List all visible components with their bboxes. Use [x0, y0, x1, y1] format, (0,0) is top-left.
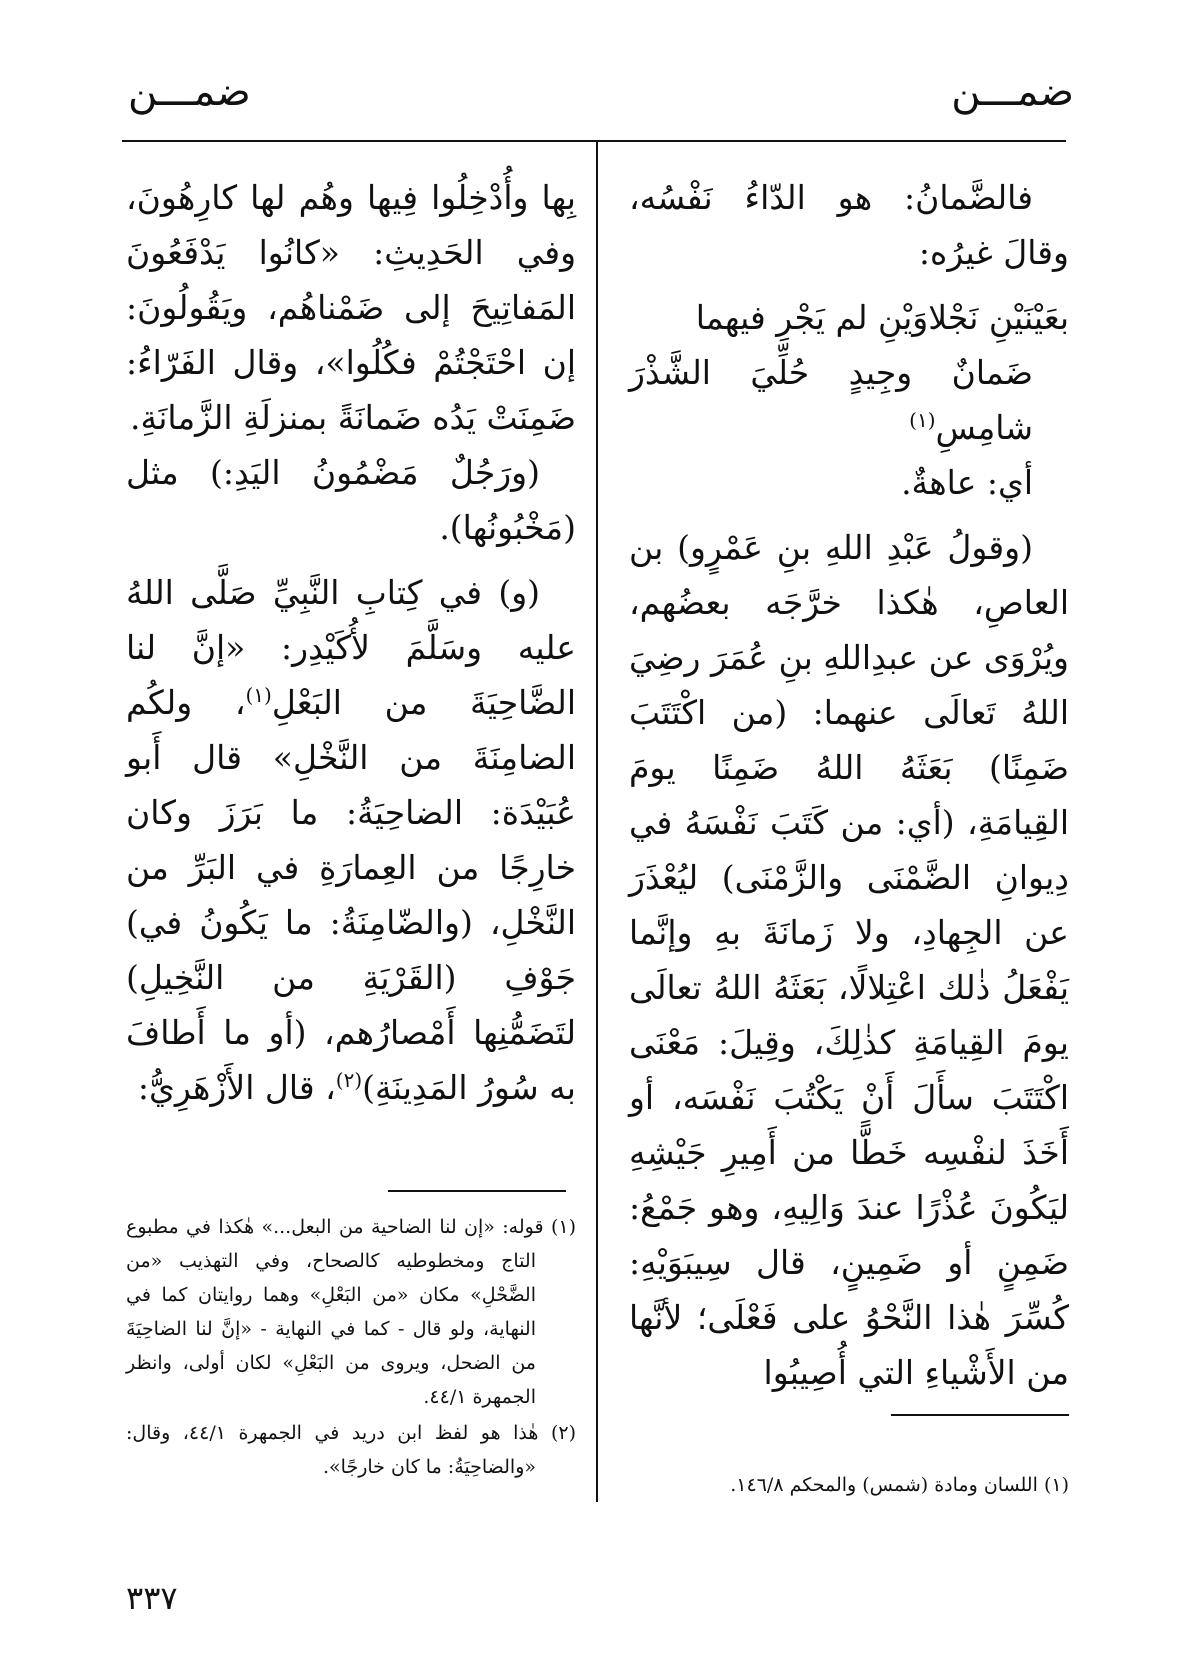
footnotes-left	[126, 1210, 576, 1486]
footnote-rule-right	[891, 1414, 1069, 1416]
right-column	[629, 170, 1069, 1400]
left-paragraph-1: بِها وأُدْخِلُوا فِيها وهُم لها كارِهُونَ، وفي الحَدِيثِ: «كانُوا يَدْفَعُونَ المَفاتِيحَ إلى ضَمْناهُم، ويَقُولُونَ: إن احْتَجْتُمْ فكُلُوا»، وقال الفَرّاءُ: ضَمِنَتْ يَدُه ضَمانَةً بمنزلَةِ الزَّمانَةِ.	[126, 178, 576, 437]
footnote-ref: (١)	[245, 683, 272, 707]
header-rule	[122, 140, 1066, 142]
page-number: ٣٣٧	[126, 1579, 178, 1617]
footnote-number: (٢)	[550, 1422, 576, 1444]
verse-line-2	[629, 345, 1069, 455]
left-paragraph-3-part-b: ، ولكُم الضامِنَةَ من النَّخْلِ» قال أَبو عُبَيْدَة: الضاحِيَةُ: ما بَرَزَ وكان خارِجًا من العِمارَةِ في البَرِّ من النَّخْلِ، (والضّامِنَةُ: ما يَكُونُ في) جَوْفِ (القَرْيَةِ من النَّخِيلِ) لتَضَمُّنِها أَمْصارُهم، (أو ما أَطافَ به سُورُ المَدِينَةِ)	[126, 683, 576, 1107]
right-paragraph-1: فالضَّمانُ: هو الدّاءُ نَفْسُه، وقالَ غيرُه:	[629, 178, 1069, 272]
footnote-text: قوله: «إن لنا الضاحية من البعل...» هٰكذا في مطبوع التاج ومخطوطيه كالصحاح، وفي التهذيب «من الضَّحْلِ» مكان «من البَعْلِ» وهما روايتان كما في النهاية، ولو قال - كما في النهاية - «إنَّ لنا الضاحِيَةَ من الضحل، ويروى من البَعْلِ» لكان أولى، وانظر الجمهرة ٤٤/١.	[126, 1216, 544, 1408]
running-head-left: ضمـــن	[128, 69, 251, 115]
right-paragraph-3: (وقولُ عَبْدِ اللهِ بنِ عَمْرٍو) بن العاصِ، هٰكذا خرَّجَه بعضُهم، ويُرْوَى عن عبدِاللهِ بنِ عُمَرَ رضِيَ اللهُ تَعالَى عنهما: (من اكْتَتَبَ ضَمِنًا) بَعَثَهُ اللهُ ضَمِنًا يومَ القِيامَةِ، (أي: من كَتَبَ نَفْسَهُ في دِيوانِ الضَّمْنَى والزَّمْنَى) ليُعْذَرَ عن الجِهادِ، ولا زَمانَةَ بهِ وإنَّما يَفْعَلُ ذٰلك اعْتِلالًا، بَعَثَهُ اللهُ تعالَى يومَ القِيامَةِ كذٰلِكَ، وقِيلَ: مَعْنَى اكْتَتَبَ سأَلَ أَنْ يَكْتُبَ نَفْسَه، أو أَخَذَ لنفْسِه خَطًّا من أَمِيرِ جَيْشِهِ ليَكُونَ عُذْرًا عندَ وَالِيهِ، وهو جَمْعُ: ضَمِنٍ أو ضَمِينٍ، قال سِيبَوَيْهِ: كُسِّرَ هٰذا النَّحْوُ على فَعْلَى؛ لأنَّها من الأَشْياءِ التي أُصِيبُوا	[629, 528, 1069, 1392]
column-divider	[596, 142, 598, 1502]
footnote-number: (١)	[550, 1216, 576, 1238]
footnote-ref: (٢)	[335, 1068, 363, 1092]
left-paragraph-2: (ورَجُلٌ مَضْمُونُ اليَدِ:) مثل (مَخْبُونُها).	[126, 453, 576, 547]
footnote	[126, 1416, 576, 1484]
left-paragraph-3-part-a: (و) في كِتابِ النَّبِيِّ صَلَّى اللهُ عليه وسَلَّمَ لأُكَيْدِر: «إنَّ لنا الضَّاحِيَةَ من البَعْلِ	[126, 573, 576, 722]
footnote-text: اللسان ومادة (شمس) والمحكم ١٤٦/٨.	[730, 1474, 1038, 1496]
footnote-rule-left	[388, 1190, 566, 1192]
left-column	[126, 170, 576, 1115]
running-head-right: ضمـــن	[951, 69, 1074, 115]
footnote-number: (١)	[1043, 1474, 1069, 1496]
verse-line-2-text: ضَمانٌ وجِيدٍ حُلِّيَ الشَّذْرَ شامِسِ	[629, 353, 1033, 447]
footnote-text: هٰذا هو لفظ ابن دريد في الجمهرة ٤٤/١، وقال: «والضاحِيَةُ: ما كان خارجًا».	[126, 1422, 539, 1478]
verse-line-1: بعَيْنَيْنِ نَجْلاوَيْنِ لم يَجْرِ فيهما	[695, 298, 1069, 337]
left-paragraph-3	[126, 565, 576, 1115]
footnote-ref: (١)	[909, 408, 936, 432]
footnote	[126, 1210, 576, 1414]
footnotes-right	[629, 1468, 1069, 1504]
right-paragraph-2: أي: عاهةٌ.	[901, 463, 1033, 502]
left-paragraph-3-part-c: ، قال الأَزْهَرِيُّ:	[137, 1068, 336, 1107]
footnote	[629, 1468, 1069, 1502]
